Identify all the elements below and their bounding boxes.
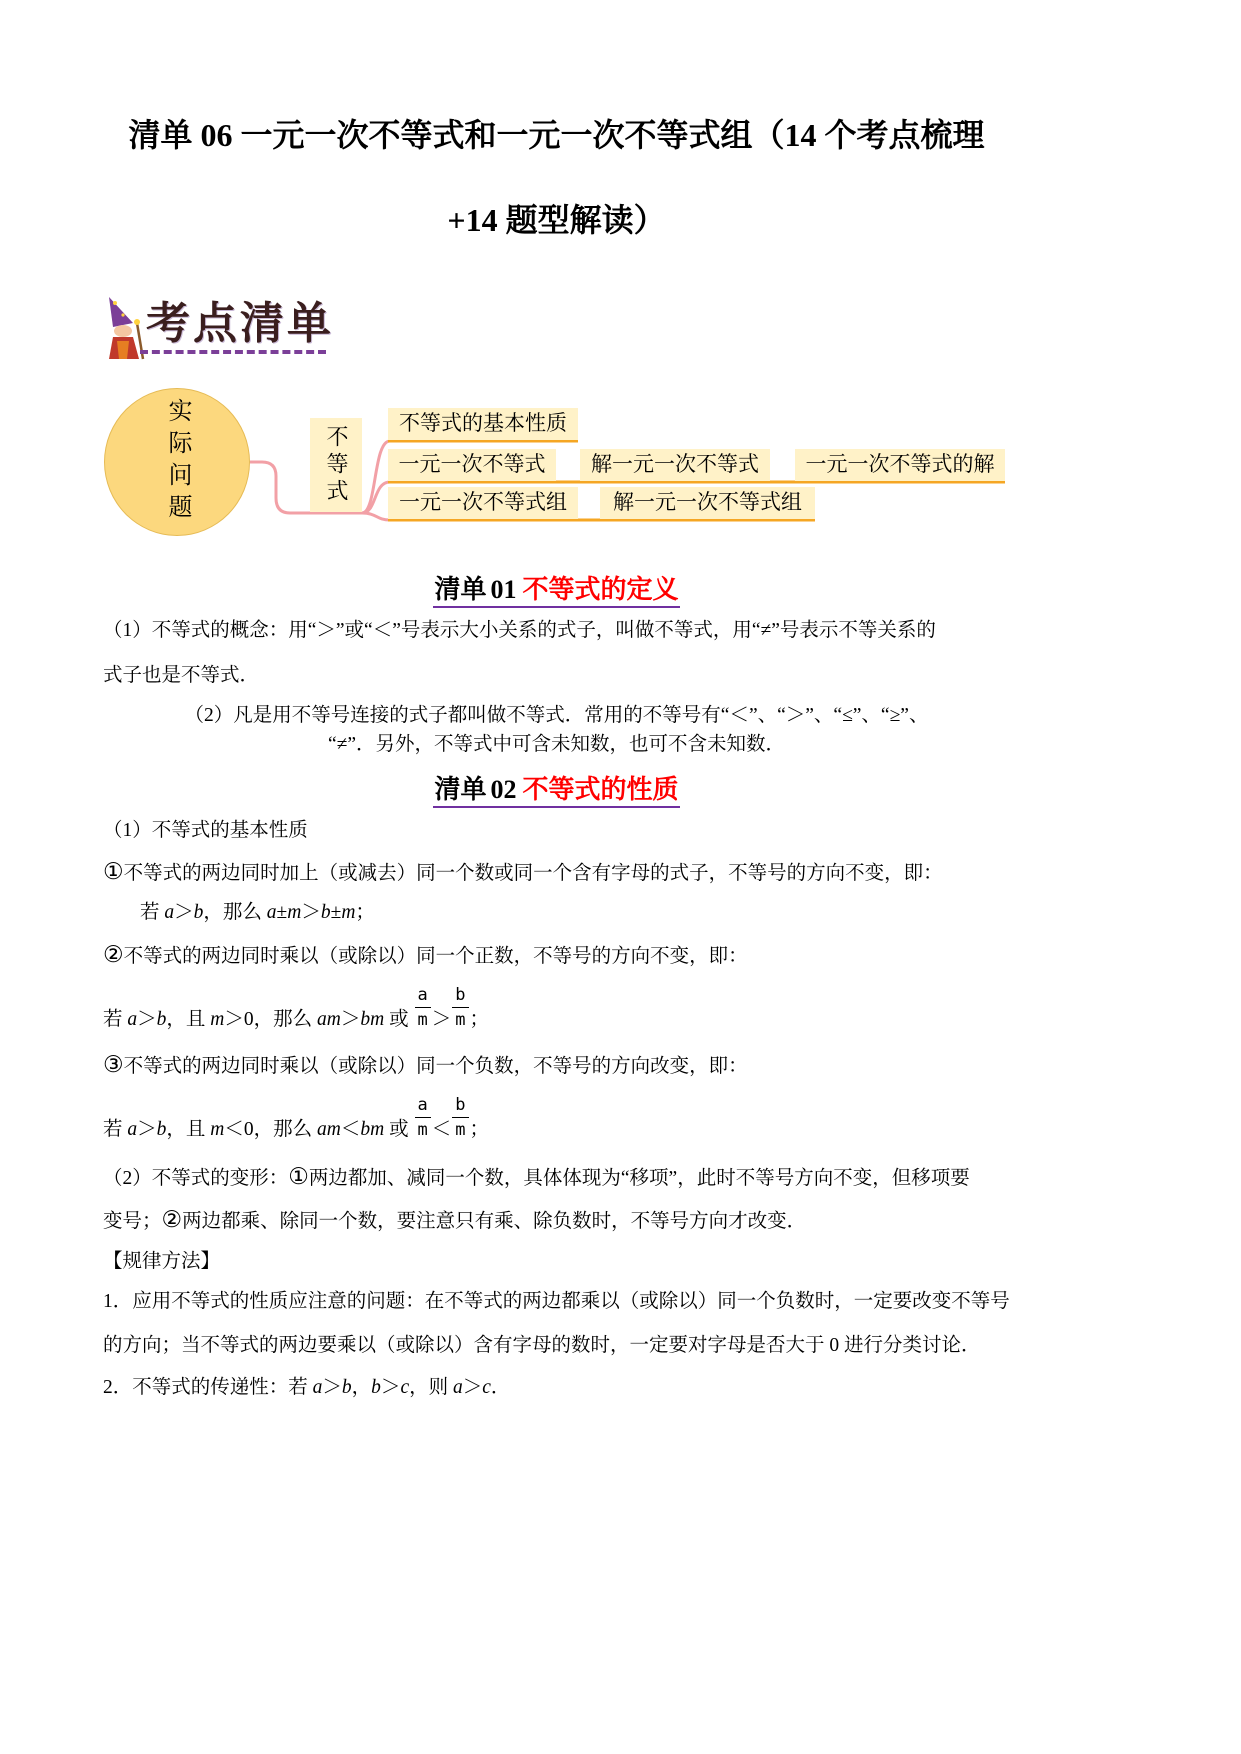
fraction-denominator: m	[417, 1010, 428, 1030]
fraction	[415, 983, 431, 1032]
fraction-numerator: a	[415, 983, 431, 1008]
text-run: 不等式的两边同时乘以（或除以）同一个负数，不等号的方向改变，即：	[123, 1056, 748, 1077]
math-variable: bm	[360, 1009, 385, 1030]
text-run: ＞	[431, 1009, 452, 1030]
logo-title: 考点清单	[146, 298, 334, 349]
math-variable: c	[400, 1377, 410, 1398]
mind-map-node: 一元一次不等式组	[388, 487, 578, 519]
body-line	[103, 733, 1010, 757]
fraction	[452, 1093, 468, 1142]
body-line	[103, 983, 489, 1032]
text-run: ＞	[462, 1377, 483, 1398]
text-run: 不等式的两边同时加上（或减去）同一个数或同一个含有字母的式子，不等号的方向不变，即：	[123, 863, 943, 884]
text-run: 两边都乘、除同一个数，要注意只有乘、除负数时，不等号方向才改变．	[182, 1211, 807, 1232]
body-line	[103, 860, 943, 886]
math-variable: b	[193, 902, 204, 923]
mind-map-hub-label: 不等式	[324, 424, 349, 506]
math-variable: a	[164, 902, 175, 923]
text-run: ＞0，那么	[224, 1009, 318, 1030]
section-number: 01	[490, 575, 517, 604]
text-run: ＞	[301, 902, 321, 923]
connector-line	[362, 482, 390, 513]
body-line	[103, 1376, 510, 1400]
body-line	[103, 1334, 981, 1358]
mind-map-node: 解一元一次不等式	[580, 449, 770, 481]
connector-line	[362, 513, 390, 520]
text-run: 变号；	[103, 1211, 162, 1232]
text-run: 2．不等式的传递性：若	[103, 1377, 313, 1398]
mind-map-node: 解一元一次不等式组	[600, 487, 815, 519]
fraction-numerator: b	[452, 983, 468, 1008]
body-line	[103, 619, 936, 643]
text-run: ，且	[166, 1009, 211, 1030]
mind-map-root-label: 实际问题	[164, 398, 191, 526]
fraction-denominator: m	[455, 1010, 466, 1030]
text-run: 若	[140, 902, 165, 923]
text-run: 若	[103, 1119, 128, 1140]
text-run: 不等式的两边同时乘以（或除以）同一个正数，不等号的方向不变，即：	[123, 946, 748, 967]
math-variable: b	[371, 1377, 381, 1398]
math-variable: a	[452, 1377, 463, 1398]
section-number: 02	[490, 775, 517, 804]
text-run: ＞	[322, 1377, 342, 1398]
text-run: 若	[103, 1009, 128, 1030]
math-variable: am	[317, 1009, 341, 1030]
text-run: ＞	[137, 1009, 157, 1030]
body-line	[103, 943, 748, 969]
text-run: 或	[384, 1119, 414, 1140]
text-run: ；	[469, 1119, 490, 1140]
text-run: ＜0，那么	[224, 1119, 318, 1140]
fraction-numerator: b	[452, 1093, 468, 1118]
text-run: ；	[355, 902, 375, 923]
body-line	[140, 901, 375, 925]
section-heading-1	[103, 574, 1010, 608]
page-title-line-2: +14 题型解读）	[447, 202, 666, 238]
section-title: 不等式的定义	[522, 574, 679, 604]
text-run: （2）凡是用不等号连接的式子都叫做不等式．常用的不等号有“＜”、“＞”、“≤”、“≥”、	[184, 705, 929, 726]
body-line	[103, 1208, 806, 1234]
math-variable: b	[156, 1009, 167, 1030]
math-variable: b	[341, 1377, 352, 1398]
text-run: ，	[351, 1377, 372, 1398]
body-line	[103, 1165, 970, 1191]
text-run: ；	[469, 1009, 490, 1030]
text-run: ＞	[137, 1119, 157, 1140]
wizard-icon	[103, 293, 147, 365]
text-run: ±	[276, 902, 288, 923]
text-run: 两边都加、减同一个数，具体体现为“移项”，此时不等号方向不变，但移项要	[308, 1168, 970, 1189]
mind-map-node: 不等式的基本性质	[388, 408, 578, 440]
fraction-denominator: m	[455, 1120, 466, 1140]
math-variable: a	[312, 1377, 323, 1398]
fraction	[452, 983, 468, 1032]
math-variable: am	[317, 1119, 341, 1140]
text-run: ，且	[166, 1119, 211, 1140]
math-variable: b	[156, 1119, 167, 1140]
text-run: （1）不等式的概念：用“＞”或“＜”号表示大小关系的式子，叫做不等式，用“≠”号表示不等关系的	[103, 620, 936, 641]
text-run: ＜	[340, 1119, 361, 1140]
mind-map-node: 一元一次不等式的解	[795, 449, 1005, 481]
mind-map-hub	[310, 418, 362, 512]
fraction-denominator: m	[417, 1120, 428, 1140]
math-variable: m	[210, 1119, 225, 1140]
text-run: 的方向；当不等式的两边要乘以（或除以）含有字母的数时，一定要对字母是否大于 0 进行分类讨论．	[103, 1335, 981, 1356]
circled-number: ②	[161, 1207, 183, 1232]
body-line	[103, 1250, 220, 1274]
body-line	[103, 1053, 748, 1079]
section-heading-2	[103, 774, 1010, 808]
math-variable: a	[127, 1119, 138, 1140]
fraction-numerator: a	[415, 1093, 431, 1118]
math-variable: bm	[360, 1119, 385, 1140]
text-run: 1．应用不等式的性质应注意的问题：在不等式的两边都乘以（或除以）同一个负数时，一定要改变不等号	[103, 1291, 1010, 1312]
math-variable: m	[341, 902, 356, 923]
text-run: ＜	[431, 1119, 452, 1140]
text-run: 式子也是不等式．	[103, 665, 260, 686]
text-run: ＞	[174, 902, 194, 923]
section-heading-text	[433, 774, 679, 808]
text-run: ＞	[340, 1009, 361, 1030]
section-label: 清单	[434, 774, 487, 804]
section-heading-text	[433, 574, 679, 608]
text-run: 【规律方法】	[103, 1251, 221, 1272]
text-run: （1）不等式的基本性质	[103, 820, 308, 841]
mind-map-root	[104, 388, 250, 536]
body-line	[103, 664, 259, 688]
logo-underline	[140, 350, 326, 354]
text-run: 或	[384, 1009, 414, 1030]
text-run: ＞	[380, 1377, 401, 1398]
math-variable: c	[482, 1377, 491, 1398]
text-run: “≠”．另外，不等式中可含未知数，也可不含未知数．	[327, 734, 785, 755]
math-variable: m	[210, 1009, 225, 1030]
body-line	[103, 819, 308, 843]
body-line	[103, 1093, 489, 1142]
math-variable: b	[320, 902, 331, 923]
circled-number: ③	[103, 1052, 124, 1077]
body-line	[103, 704, 1010, 728]
fraction	[415, 1093, 431, 1142]
math-variable: m	[287, 902, 302, 923]
page-title-line-1: 清单 06 一元一次不等式和一元一次不等式组（14 个考点梳理	[128, 117, 985, 153]
section-title: 不等式的性质	[522, 774, 679, 804]
text-run: ，那么	[203, 902, 267, 923]
text-run: ．	[490, 1377, 511, 1398]
connector-line	[362, 441, 390, 513]
text-run: （2）不等式的变形：	[103, 1168, 289, 1189]
section-label: 清单	[434, 574, 487, 604]
circled-number: ①	[288, 1164, 309, 1189]
circled-number: ②	[103, 942, 124, 967]
body-line	[103, 1290, 1010, 1314]
math-variable: a	[266, 902, 277, 923]
text-run: ，则	[409, 1377, 453, 1398]
circled-number: ①	[103, 859, 124, 884]
math-variable: a	[127, 1009, 138, 1030]
text-run: ±	[330, 902, 342, 923]
mind-map-node: 一元一次不等式	[388, 449, 556, 481]
